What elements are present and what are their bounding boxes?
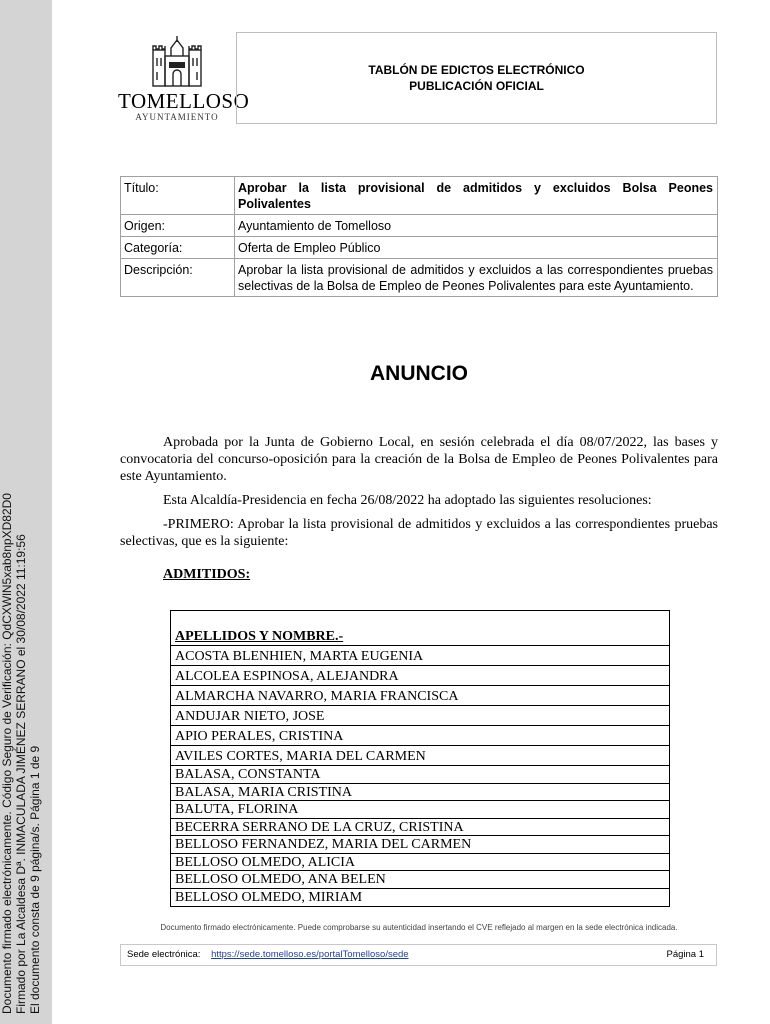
signature-margin-strip xyxy=(0,0,52,1024)
table-row: BALASA, CONSTANTA xyxy=(171,766,669,784)
announcement-title: ANUNCIO xyxy=(370,362,468,385)
paragraph-first: -PRIMERO: Aprobar la lista provisional de admitidos y excluidos a las correspondientes pruebas selectivas, que es la siguiente: xyxy=(120,517,718,549)
signature-line-pages: El documento consta de 9 página/s. Página 1 de 9 xyxy=(28,745,42,1014)
table-row: BALUTA, FLORINA xyxy=(171,801,669,819)
table-row: BALASA, MARIA CRISTINA xyxy=(171,784,669,802)
footer-sede-label: Sede electrónica: xyxy=(127,949,201,960)
table-row: ALMARCHA NAVARRO, MARIA FRANCISCA xyxy=(171,686,669,706)
signature-line-signer: Firmado por La Alcaldesa Dª. INMACULADA JIMÉNEZ SERRANO el 30/08/2022 11:19:56 xyxy=(14,534,28,1014)
admitted-heading: ADMITIDOS: xyxy=(163,567,251,582)
metadata-value: Ayuntamiento de Tomelloso xyxy=(235,215,718,237)
table-row: ANDUJAR NIETO, JOSE xyxy=(171,706,669,726)
table-row: BELLOSO OLMEDO, ALICIA xyxy=(171,854,669,872)
logo-name: TOMELLOSO xyxy=(118,89,250,113)
logo-subtitle: AYUNTAMIENTO xyxy=(135,112,219,122)
paragraph-resolutions: Esta Alcaldía-Presidencia en fecha 26/08/2022 ha adoptado las siguientes resoluciones: xyxy=(163,493,652,508)
signature-margin-text xyxy=(0,474,42,1014)
metadata-value: Aprobar la lista provisional de admitidos y excluidos a las correspondientes pruebas selectivas de la Bolsa de Empleo de Peones Polivalentes para este Ayuntamiento. xyxy=(235,259,718,297)
table-row: BELLOSO OLMEDO, ANA BELEN xyxy=(171,871,669,889)
table-row: APIO PERALES, CRISTINA xyxy=(171,726,669,746)
metadata-value: Oferta de Empleo Público xyxy=(235,237,718,259)
metadata-row-origin xyxy=(121,215,718,237)
table-row: BELLOSO FERNANDEZ, MARIA DEL CARMEN xyxy=(171,836,669,854)
municipality-logo xyxy=(118,34,250,122)
edict-header xyxy=(236,32,717,124)
table-row: AVILES CORTES, MARIA DEL CARMEN xyxy=(171,746,669,766)
metadata-label: Categoría: xyxy=(121,237,235,259)
metadata-label: Descripción: xyxy=(121,259,235,297)
footer-authenticity-note: Documento firmado electrónicamente. Puede comprobarse su autenticidad insertando el CVE reflejado al margen en la sede electrónica indicada. xyxy=(160,923,678,932)
header-line-1: TABLÓN DE EDICTOS ELECTRÓNICO xyxy=(368,63,585,77)
names-table-header: APELLIDOS Y NOMBRE.- xyxy=(171,611,669,646)
metadata-row-category xyxy=(121,237,718,259)
table-row: BELLOSO OLMEDO, MIRIAM xyxy=(175,889,363,905)
table-row: ALCOLEA ESPINOSA, ALEJANDRA xyxy=(171,666,669,686)
header-line-2: PUBLICACIÓN OFICIAL xyxy=(409,79,544,93)
metadata-value: Aprobar la lista provisional de admitidos y excluidos Bolsa Peones Polivalentes xyxy=(235,177,718,215)
castle-icon xyxy=(147,34,207,88)
admitted-names-table xyxy=(170,610,670,907)
metadata-label: Título: xyxy=(121,177,235,215)
paragraph-approval: Aprobada por la Junta de Gobierno Local, en sesión celebrada el día 08/07/2022, las bases y convocatoria del concurso-oposición para la creación de la Bolsa de Empleo de Peones Polivalentes para este Ayuntamiento. xyxy=(120,435,718,484)
metadata-row-title xyxy=(121,177,718,215)
table-row: BECERRA SERRANO DE LA CRUZ, CRISTINA xyxy=(171,819,669,837)
footer-page-number: Página 1 xyxy=(666,949,704,960)
footer-bar xyxy=(120,944,717,966)
edict-metadata-table xyxy=(120,176,718,297)
signature-line-cve: Documento firmado electrónicamente. Código Seguro de Verificación: QdCXWlN5xab8npXD82D0 xyxy=(0,493,14,1014)
table-row: ACOSTA BLENHIEN, MARTA EUGENIA xyxy=(171,646,669,666)
metadata-row-description xyxy=(121,259,718,297)
metadata-label: Origen: xyxy=(121,215,235,237)
footer-sede-link[interactable]: https://sede.tomelloso.es/portalTomelloso/sede xyxy=(211,949,409,960)
